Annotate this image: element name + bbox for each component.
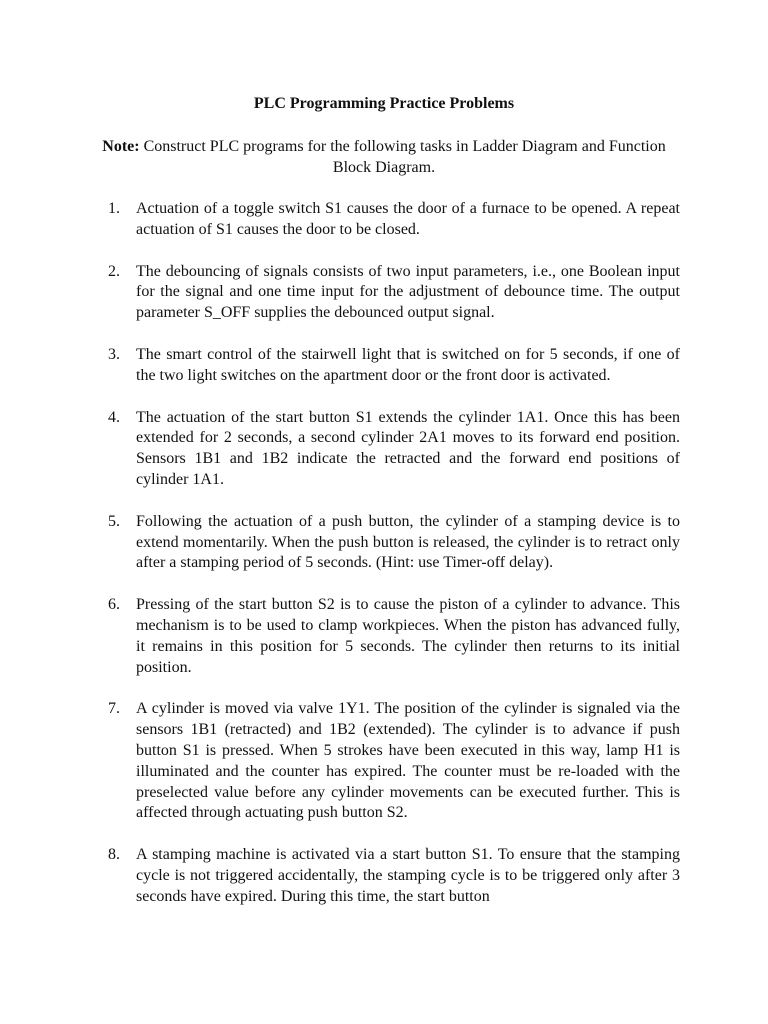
problem-text: A cylinder is moved via valve 1Y1. The position of the cylinder is signaled via the sensors 1B1 (retracted) and 1B2 (extended). The cylinder is to advance if push button S1 is pressed. When 5 strokes have been executed in this way, lamp H1 is illuminated and the counter has expired. The counter must be re-loaded with the preselected value before any cylinder movements can be executed further. This is affected through actuating push button S2. <box>136 700 680 822</box>
problem-item <box>108 199 680 241</box>
problem-text: The smart control of the stairwell light that is switched on for 5 seconds, if one of the two light switches on the apartment door or the front door is activated. <box>136 345 680 384</box>
problem-item <box>108 408 680 491</box>
problem-number: 6. <box>108 596 120 614</box>
note-label: Note: <box>102 138 140 155</box>
problem-item <box>108 512 680 574</box>
problem-text: The debouncing of signals consists of two input parameters, i.e., one Boolean input for the signal and one time input for the adjustment of debounce time. The output parameter S_OFF supplies the debounced output signal. <box>136 262 680 322</box>
problem-text: Actuation of a toggle switch S1 causes the door of a furnace to be opened. A repeat actuation of S1 causes the door to be closed. <box>136 200 680 238</box>
problem-text: Following the actuation of a push button, the cylinder of a stamping device is to extend momentarily. When the push button is released, the cylinder is to retract only after a stamping period of 5 seconds. (Hint: use Timer-off delay). <box>136 512 680 572</box>
note-paragraph <box>100 136 668 178</box>
problem-number: 4. <box>108 408 120 426</box>
problem-number: 1. <box>108 200 120 217</box>
problem-item <box>108 699 680 824</box>
problem-text: A stamping machine is activated via a start button S1. To ensure that the stamping cycle is not triggered accidentally, the stamping cycle is to be triggered only after 3 seconds have expired. During this time, the start button <box>136 846 680 905</box>
problem-number: 2. <box>108 262 120 280</box>
problem-list <box>108 199 680 929</box>
problem-item <box>108 595 680 678</box>
page-title: PLC Programming Practice Problems <box>253 95 515 112</box>
problem-number: 3. <box>108 345 120 363</box>
note-text: Construct PLC programs for the following tasks in Ladder Diagram and Function Block Diagram. <box>139 138 666 176</box>
problem-text: Pressing of the start button S2 is to cause the piston of a cylinder to advance. This mechanism is to be used to clamp workpieces. When the piston has advanced fully, it remains in this position for 5 seconds. The cylinder then returns to its initial position. <box>136 596 680 676</box>
problem-text: The actuation of the start button S1 extends the cylinder 1A1. Once this has been extended for 2 seconds, a second cylinder 2A1 moves to its forward end position. Sensors 1B1 and 1B2 indicate the retracted and the forward end positions of cylinder 1A1. <box>136 408 680 488</box>
problem-number: 8. <box>108 846 120 864</box>
problem-item <box>108 845 680 907</box>
problem-item <box>108 345 680 387</box>
problem-number: 7. <box>108 700 120 718</box>
problem-item <box>108 262 680 324</box>
problem-number: 5. <box>108 512 120 530</box>
